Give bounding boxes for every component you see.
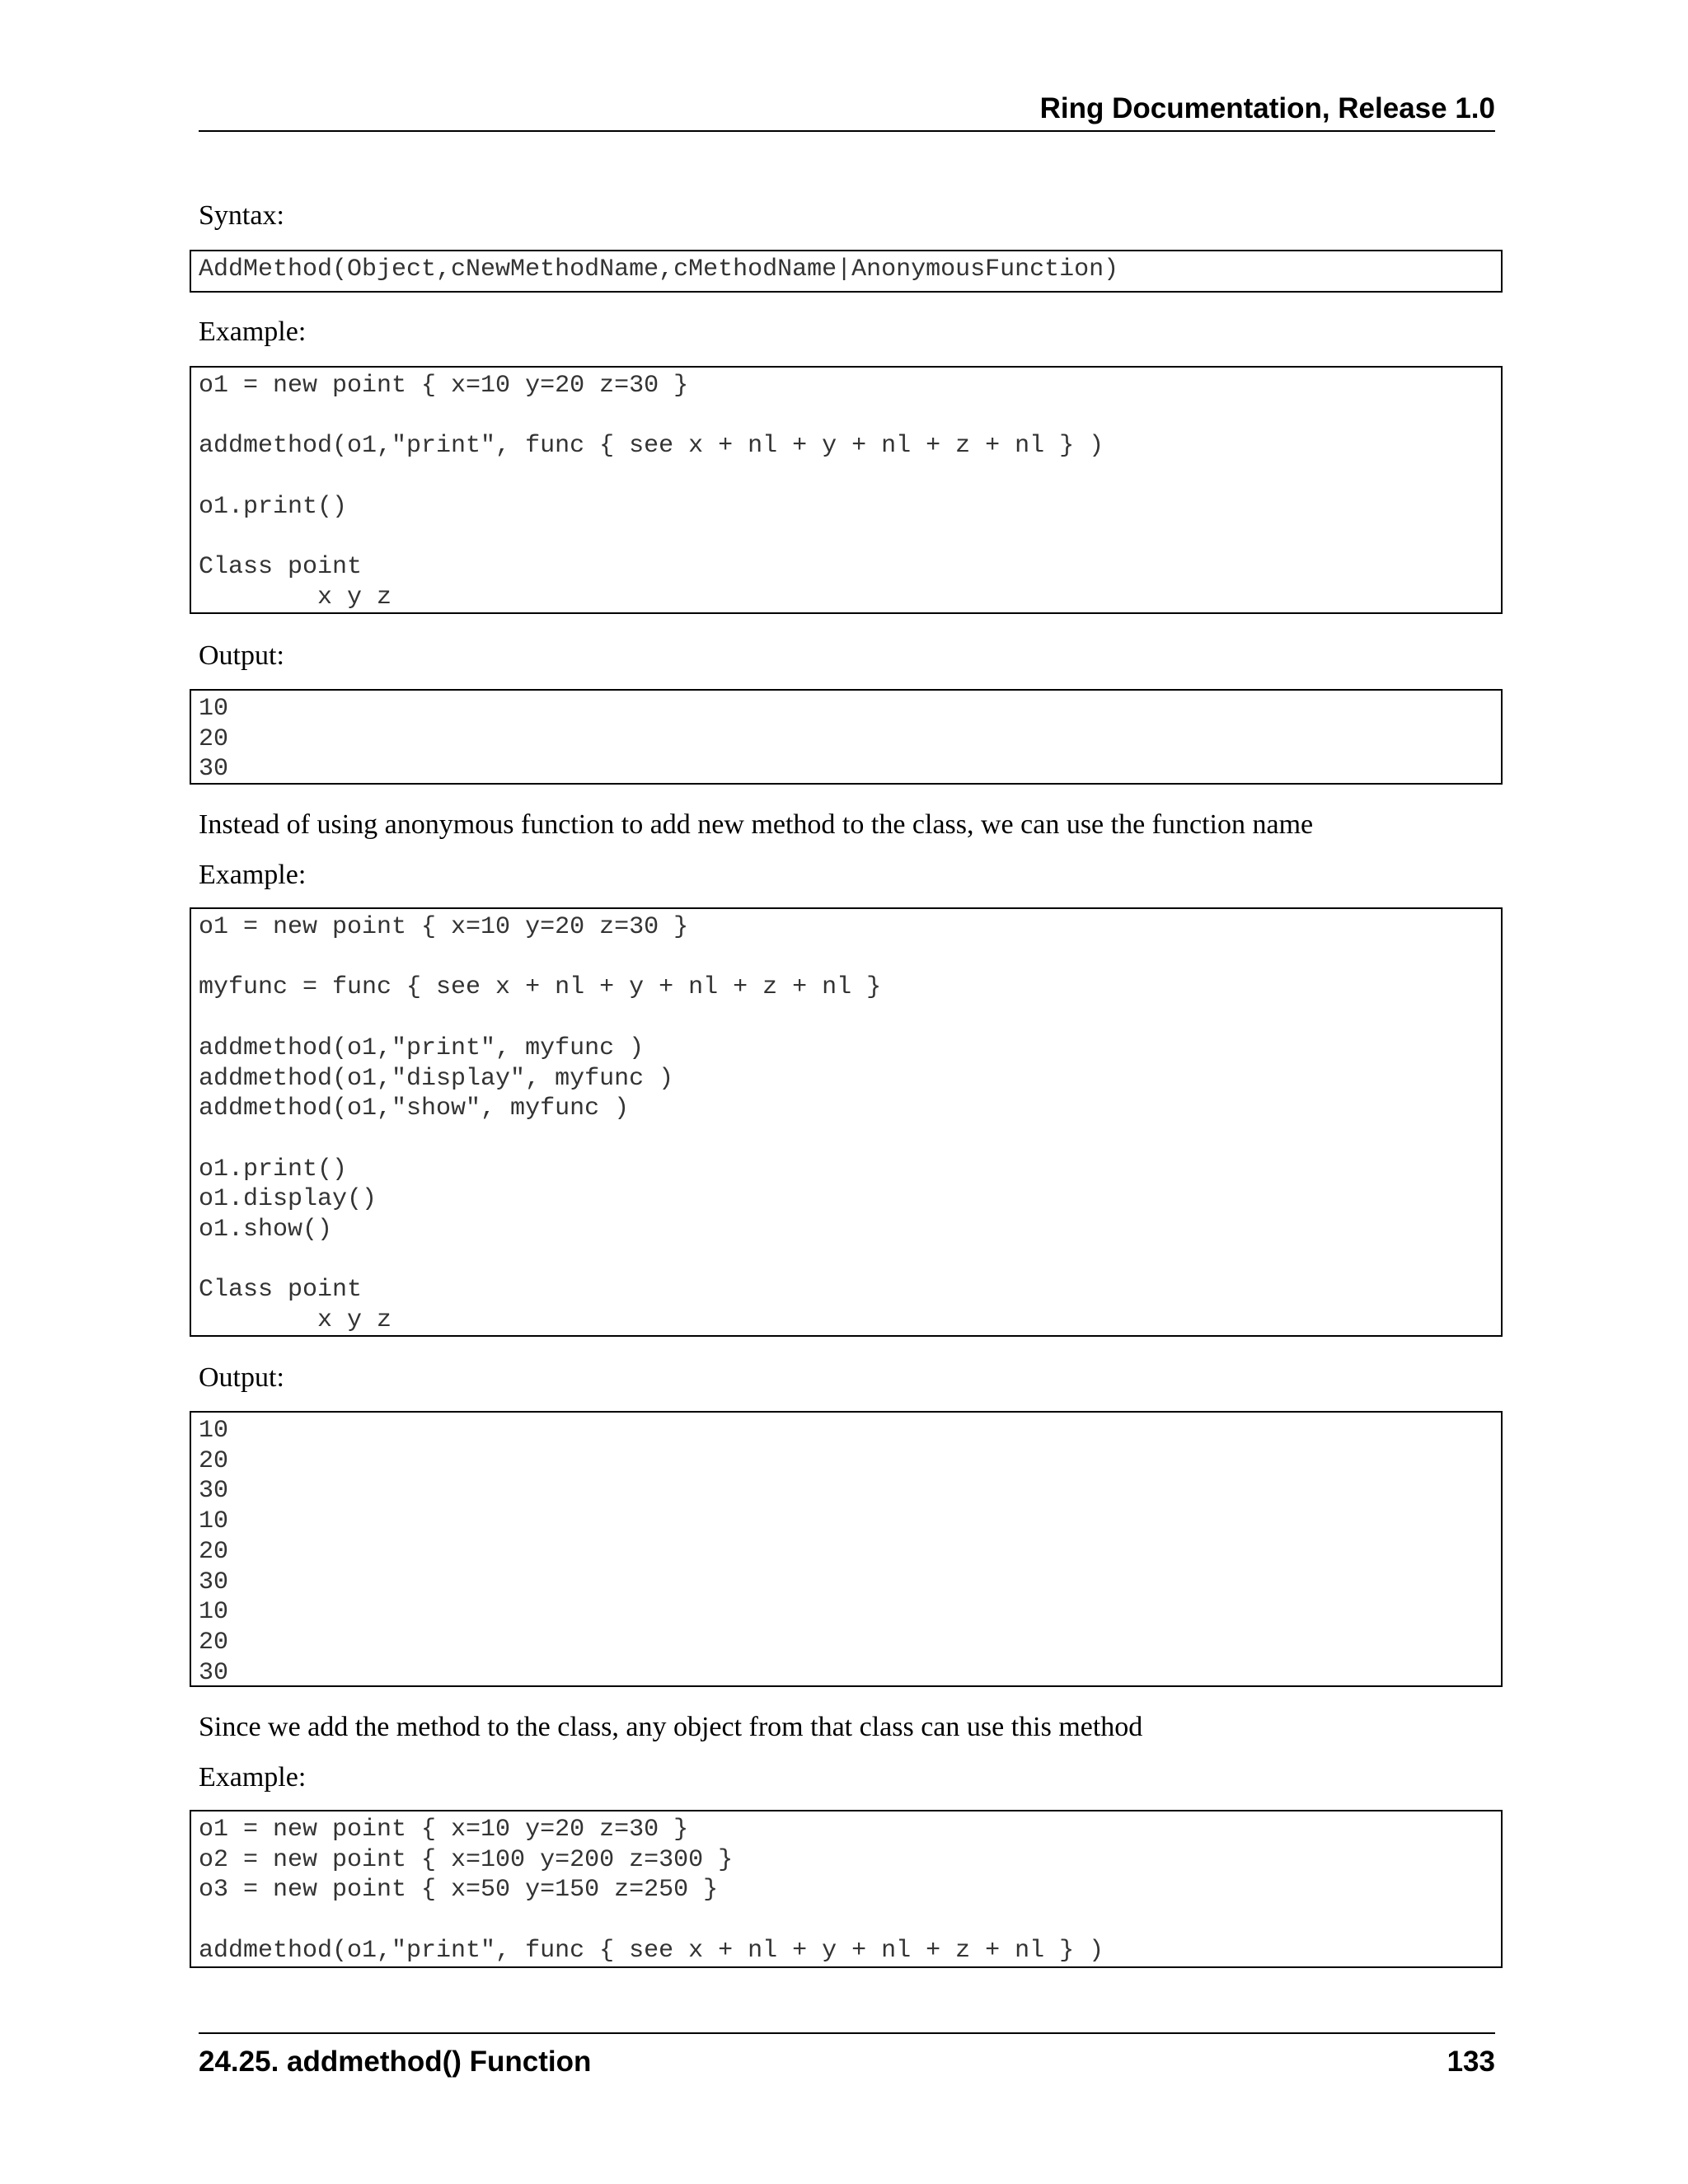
- example-label: Example:: [199, 1762, 307, 1793]
- page-number: 133: [1447, 2046, 1495, 2078]
- section-title: 24.25. addmethod() Function: [199, 2046, 592, 2078]
- body-paragraph: Since we add the method to the class, any object from that class can use this method: [199, 1712, 1143, 1742]
- body-paragraph: Instead of using anonymous function to add new method to the class, we can use the function name: [199, 809, 1314, 840]
- example-code-block: o1 = new point { x=10 y=20 z=30 } myfunc = func { see x + nl + y + nl + z + nl } addmethod(o1,"print", myfunc ) addmethod(o1,"display", myfunc ) addmethod(o1,"show", myfunc ) o1.print() o1.display() o1.show() Class point x y z: [190, 907, 1503, 1337]
- example-code-block: o1 = new point { x=10 y=20 z=30 } o2 = new point { x=100 y=200 z=300 } o3 = new point { x=50 y=150 z=250 } addmethod(o1,"print", func { see x + nl + y + nl + z + nl } ): [190, 1810, 1503, 1968]
- syntax-code-block: AddMethod(Object,cNewMethodName,cMethodName|AnonymousFunction): [190, 250, 1503, 293]
- syntax-label: Syntax:: [199, 200, 284, 231]
- output-label: Output:: [199, 640, 284, 671]
- document-title: Ring Documentation, Release 1.0: [1039, 92, 1495, 124]
- example-label: Example:: [199, 860, 307, 890]
- output-code-block: 10 20 30 10 20 30 10 20 30: [190, 1411, 1503, 1687]
- output-code-block: 10 20 30: [190, 689, 1503, 785]
- output-label: Output:: [199, 1362, 284, 1393]
- example-code-block: o1 = new point { x=10 y=20 z=30 } addmethod(o1,"print", func { see x + nl + y + nl + z + nl } ) o1.print() Class point x y z: [190, 366, 1503, 614]
- page-header: [199, 92, 1495, 132]
- page-footer: [199, 2032, 1495, 2078]
- example-label: Example:: [199, 316, 307, 347]
